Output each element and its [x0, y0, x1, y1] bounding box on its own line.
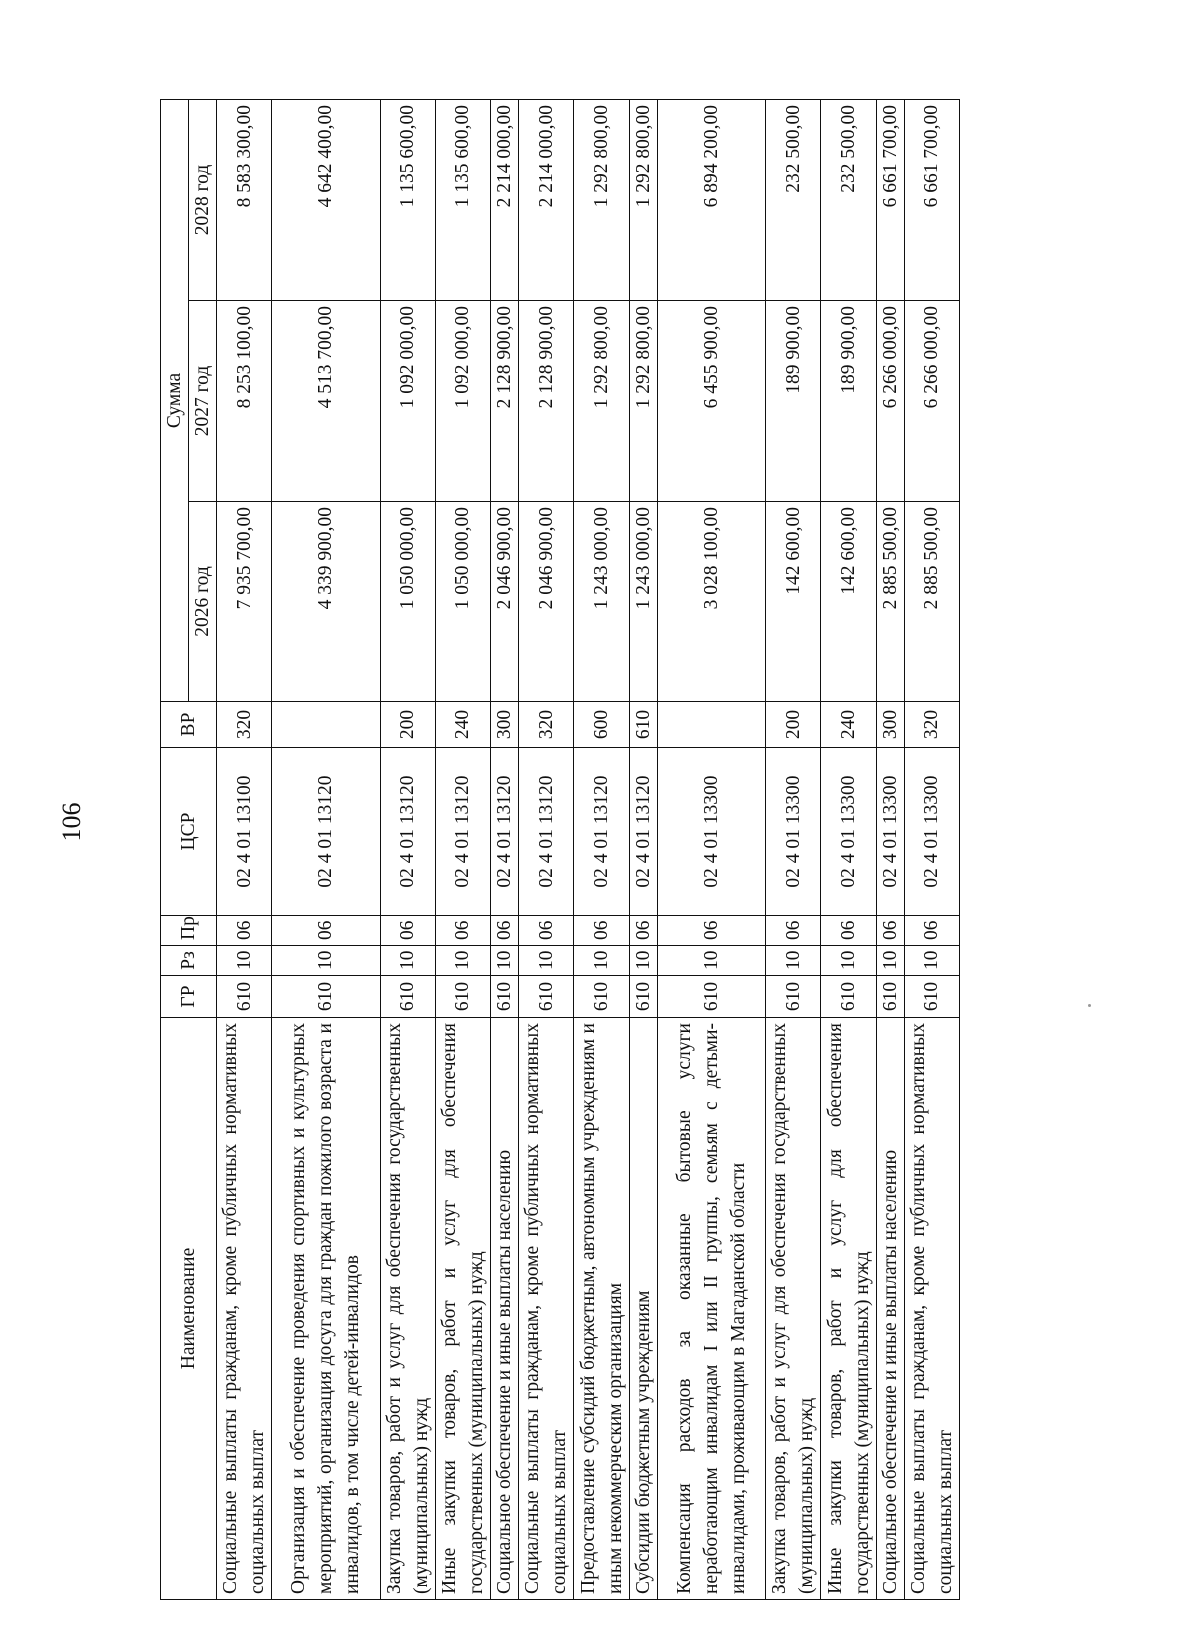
cell-csr: 02 4 01 13300	[876, 748, 904, 916]
cell-rz: 10	[519, 946, 574, 976]
cell-2027: 6 266 000,00	[904, 301, 959, 502]
cell-2026: 3 028 100,00	[657, 502, 765, 702]
table-row	[876, 99, 904, 1599]
cell-gr: 610	[574, 976, 629, 1018]
cell-pr: 06	[629, 916, 657, 946]
table-row	[904, 99, 959, 1599]
cell-2027: 1 292 800,00	[574, 301, 629, 502]
rotated-table-wrapper	[160, 100, 960, 1600]
cell-gr: 610	[380, 976, 435, 1018]
cell-rz: 10	[821, 946, 876, 976]
cell-pr: 06	[380, 916, 435, 946]
header-gr: ГР	[161, 976, 217, 1018]
cell-gr: 610	[435, 976, 490, 1018]
cell-csr: 02 4 01 13300	[821, 748, 876, 916]
cell-2027: 1 092 000,00	[435, 301, 490, 502]
cell-csr: 02 4 01 13120	[435, 748, 490, 916]
cell-csr: 02 4 01 13120	[629, 748, 657, 916]
cell-name: Организация и обеспечение проведения спортивных и культурных мероприятий, организация досуга для граждан пожилого возраста и инвалидов, в том числе детей-инвалидов	[272, 1018, 380, 1600]
cell-2027: 2 128 900,00	[491, 301, 519, 502]
cell-2027: 4 513 700,00	[272, 301, 380, 502]
cell-gr: 610	[766, 976, 821, 1018]
cell-vr: 610	[629, 702, 657, 748]
table-row	[380, 99, 435, 1599]
cell-2028: 1 292 800,00	[574, 99, 629, 300]
cell-name: Социальное обеспечение и иные выплаты населению	[876, 1018, 904, 1600]
cell-2026: 2 885 500,00	[904, 502, 959, 702]
header-sum: Сумма	[161, 99, 189, 701]
header-2028: 2028 год	[189, 99, 217, 300]
cell-vr: 320	[519, 702, 574, 748]
cell-name: Закупка товаров, работ и услуг для обеспечения государственных (муниципальных) нужд	[766, 1018, 821, 1600]
cell-pr: 06	[519, 916, 574, 946]
cell-2027: 2 128 900,00	[519, 301, 574, 502]
cell-csr: 02 4 01 13120	[272, 748, 380, 916]
header-2026: 2026 год	[189, 502, 217, 702]
cell-vr: 320	[217, 702, 272, 748]
header-pr: Пр	[161, 916, 217, 946]
table-row	[629, 99, 657, 1599]
cell-vr: 200	[380, 702, 435, 748]
cell-2026: 2 046 900,00	[491, 502, 519, 702]
cell-csr: 02 4 01 13300	[657, 748, 765, 916]
cell-pr: 06	[904, 916, 959, 946]
header-rz: Рз	[161, 946, 217, 976]
cell-pr: 06	[657, 916, 765, 946]
table-row	[435, 99, 490, 1599]
table-row	[574, 99, 629, 1599]
table-row	[657, 99, 765, 1599]
cell-name: Иные закупки товаров, работ и услуг для обеспечения государственных (муниципальных) нужд	[821, 1018, 876, 1600]
cell-gr: 610	[876, 976, 904, 1018]
scan-speck	[1088, 1004, 1091, 1007]
table-row	[821, 99, 876, 1599]
cell-rz: 10	[380, 946, 435, 976]
cell-2027: 8 253 100,00	[217, 301, 272, 502]
cell-vr: 200	[766, 702, 821, 748]
cell-rz: 10	[629, 946, 657, 976]
cell-vr: 320	[904, 702, 959, 748]
cell-name: Социальные выплаты гражданам, кроме публичных нормативных социальных выплат	[519, 1018, 574, 1600]
table-row	[272, 99, 380, 1599]
cell-2027: 6 266 000,00	[876, 301, 904, 502]
cell-csr: 02 4 01 13120	[491, 748, 519, 916]
cell-rz: 10	[876, 946, 904, 976]
cell-2026: 2 885 500,00	[876, 502, 904, 702]
cell-vr: 300	[876, 702, 904, 748]
cell-name: Социальные выплаты гражданам, кроме публичных нормативных социальных выплат	[217, 1018, 272, 1600]
cell-2027: 6 455 900,00	[657, 301, 765, 502]
cell-2028: 1 135 600,00	[380, 99, 435, 300]
cell-2028: 1 292 800,00	[629, 99, 657, 300]
cell-2027: 1 092 000,00	[380, 301, 435, 502]
cell-2028: 6 661 700,00	[876, 99, 904, 300]
cell-pr: 06	[217, 916, 272, 946]
cell-name: Социальные выплаты гражданам, кроме публичных нормативных социальных выплат	[904, 1018, 959, 1600]
page-number: 106	[57, 802, 86, 842]
cell-csr: 02 4 01 13300	[904, 748, 959, 916]
cell-2028: 232 500,00	[766, 99, 821, 300]
cell-vr: 600	[574, 702, 629, 748]
cell-2026: 142 600,00	[766, 502, 821, 702]
cell-gr: 610	[821, 976, 876, 1018]
cell-csr: 02 4 01 13120	[574, 748, 629, 916]
cell-pr: 06	[491, 916, 519, 946]
cell-gr: 610	[629, 976, 657, 1018]
cell-pr: 06	[272, 916, 380, 946]
cell-2028: 6 661 700,00	[904, 99, 959, 300]
header-2027: 2027 год	[189, 301, 217, 502]
cell-gr: 610	[217, 976, 272, 1018]
cell-name: Закупка товаров, работ и услуг для обеспечения государственных (муниципальных) нужд	[380, 1018, 435, 1600]
cell-rz: 10	[217, 946, 272, 976]
cell-2028: 1 135 600,00	[435, 99, 490, 300]
cell-2026: 1 243 000,00	[574, 502, 629, 702]
cell-pr: 06	[766, 916, 821, 946]
cell-2026: 4 339 900,00	[272, 502, 380, 702]
cell-rz: 10	[574, 946, 629, 976]
header-name: Наименование	[161, 1018, 217, 1600]
cell-pr: 06	[574, 916, 629, 946]
cell-vr: 240	[435, 702, 490, 748]
cell-rz: 10	[904, 946, 959, 976]
cell-rz: 10	[435, 946, 490, 976]
cell-2026: 2 046 900,00	[519, 502, 574, 702]
cell-2028: 8 583 300,00	[217, 99, 272, 300]
header-vr: ВР	[161, 702, 217, 748]
cell-gr: 610	[519, 976, 574, 1018]
table-row	[217, 99, 272, 1599]
cell-csr: 02 4 01 13100	[217, 748, 272, 916]
cell-2026: 1 050 000,00	[380, 502, 435, 702]
cell-name: Социальное обеспечение и иные выплаты населению	[491, 1018, 519, 1600]
cell-2028: 6 894 200,00	[657, 99, 765, 300]
cell-2026: 1 050 000,00	[435, 502, 490, 702]
cell-csr: 02 4 01 13120	[519, 748, 574, 916]
cell-pr: 06	[821, 916, 876, 946]
cell-2026: 7 935 700,00	[217, 502, 272, 702]
table-header	[161, 99, 217, 1599]
table-row	[491, 99, 519, 1599]
cell-2028: 2 214 000,00	[519, 99, 574, 300]
cell-vr	[657, 702, 765, 748]
cell-2026: 142 600,00	[821, 502, 876, 702]
budget-table	[160, 99, 960, 1600]
cell-gr: 610	[657, 976, 765, 1018]
header-csr: ЦСР	[161, 748, 217, 916]
cell-2027: 189 900,00	[766, 301, 821, 502]
cell-2026: 1 243 000,00	[629, 502, 657, 702]
cell-rz: 10	[766, 946, 821, 976]
cell-csr: 02 4 01 13300	[766, 748, 821, 916]
cell-2028: 2 214 000,00	[491, 99, 519, 300]
cell-name: Предоставление субсидий бюджетным, автономным учреждениям и иным некоммерческим организациям	[574, 1018, 629, 1600]
cell-vr	[272, 702, 380, 748]
table-row	[766, 99, 821, 1599]
cell-2027: 189 900,00	[821, 301, 876, 502]
cell-vr: 300	[491, 702, 519, 748]
cell-rz: 10	[657, 946, 765, 976]
cell-vr: 240	[821, 702, 876, 748]
cell-gr: 610	[904, 976, 959, 1018]
cell-gr: 610	[272, 976, 380, 1018]
table-body	[217, 99, 960, 1599]
cell-pr: 06	[435, 916, 490, 946]
cell-name: Субсидии бюджетным учреждениям	[629, 1018, 657, 1600]
cell-rz: 10	[272, 946, 380, 976]
cell-name: Компенсация расходов за оказанные бытовые услуги неработающим инвалидам I или II группы, семьям с детьми-инвалидами, проживающим в Магаданской области	[657, 1018, 765, 1600]
cell-2028: 4 642 400,00	[272, 99, 380, 300]
table-row	[519, 99, 574, 1599]
cell-2027: 1 292 800,00	[629, 301, 657, 502]
cell-gr: 610	[491, 976, 519, 1018]
cell-2028: 232 500,00	[821, 99, 876, 300]
cell-pr: 06	[876, 916, 904, 946]
cell-csr: 02 4 01 13120	[380, 748, 435, 916]
cell-rz: 10	[491, 946, 519, 976]
cell-name: Иные закупки товаров, работ и услуг для обеспечения государственных (муниципальных) нужд	[435, 1018, 490, 1600]
